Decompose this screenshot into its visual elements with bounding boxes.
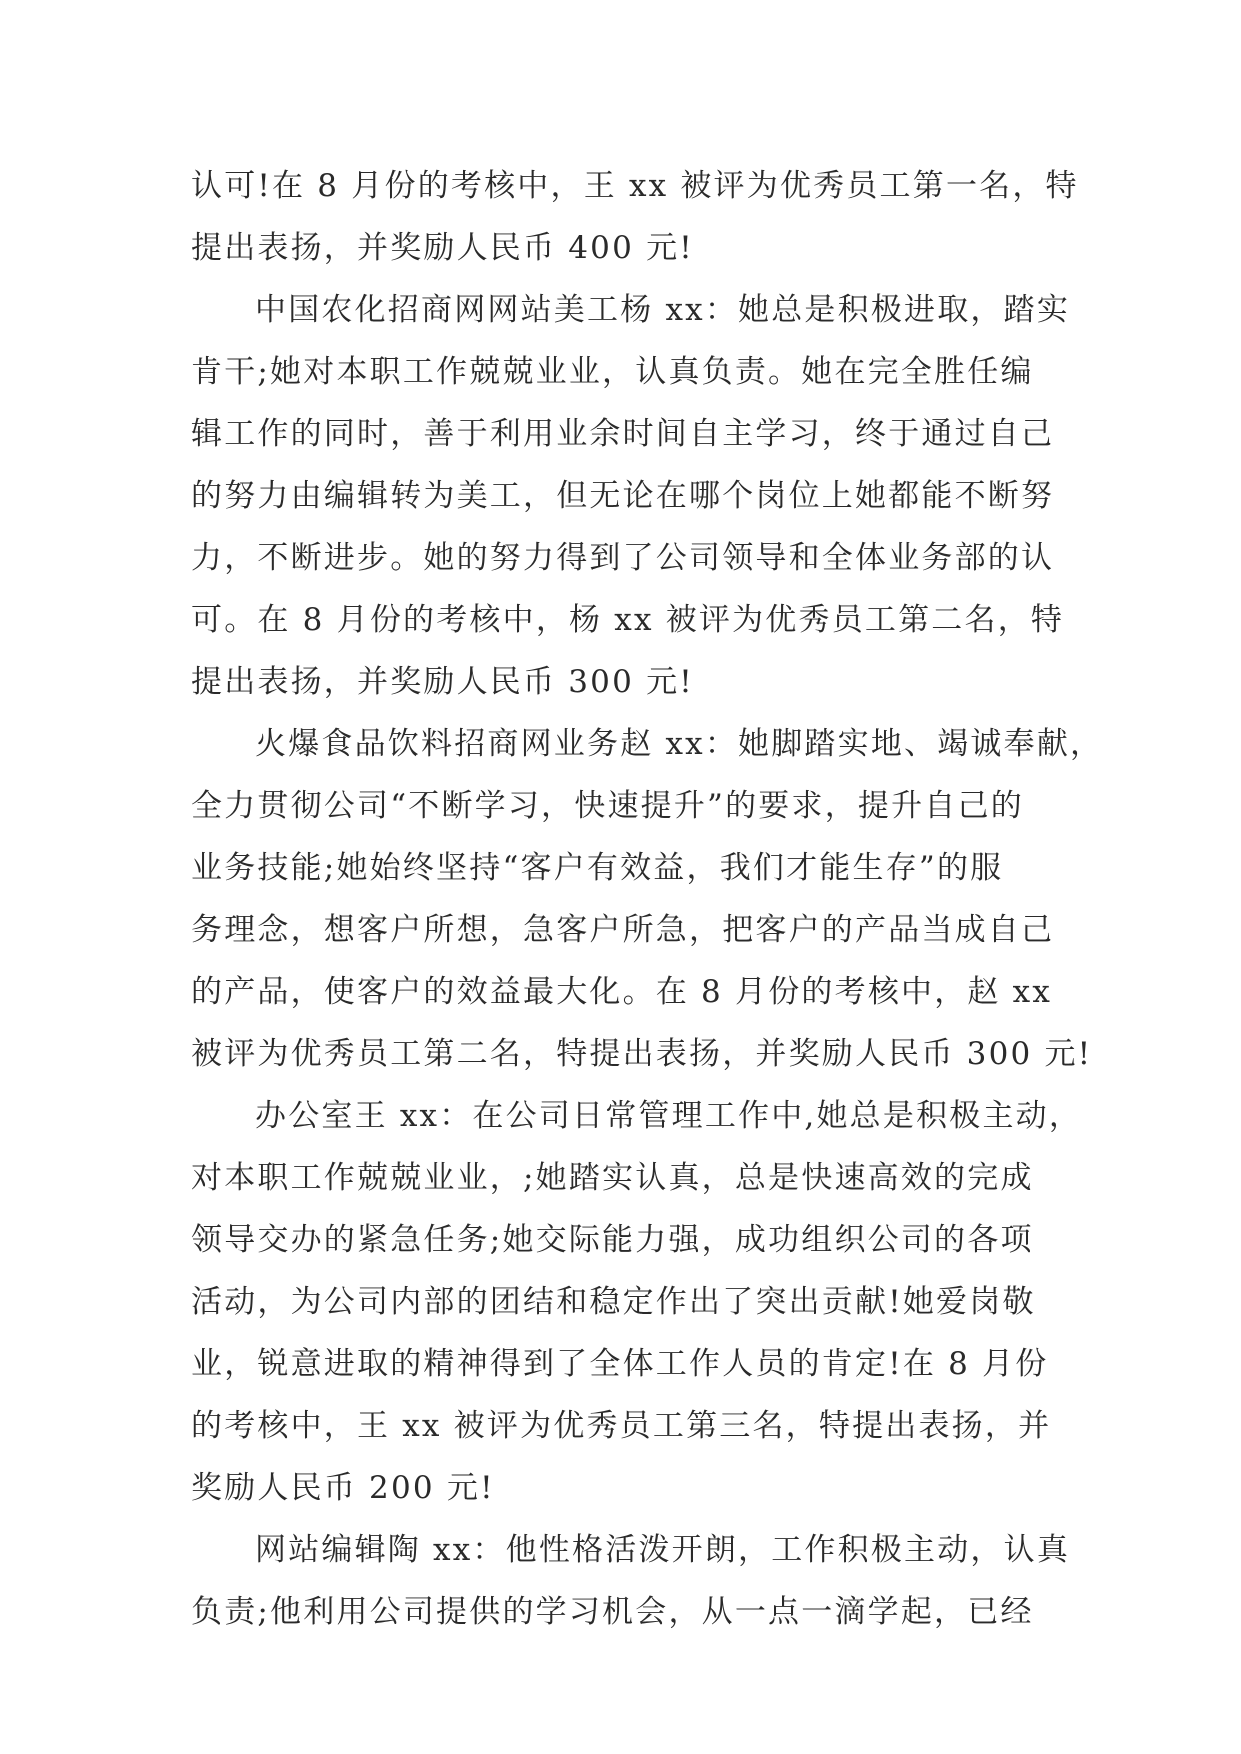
text-line: 对本职工作兢兢业业，;她踏实认真，总是快速高效的完成	[191, 1160, 1034, 1196]
paragraph-first-line: 火爆食品饮料招商网业务赵 xx：她脚踏实地、竭诚奉献，	[255, 726, 1104, 762]
text-line: 提出表扬，并奖励人民币 400 元!	[191, 230, 694, 266]
text-line: 领导交办的紧急任务;她交际能力强，成功组织公司的各项	[191, 1222, 1034, 1258]
text-line: 可。在 8 月份的考核中，杨 xx 被评为优秀员工第二名，特	[191, 602, 1065, 638]
text-line: 奖励人民币 200 元!	[191, 1470, 495, 1506]
text-line: 负责;他利用公司提供的学习机会，从一点一滴学起，已经	[191, 1594, 1034, 1630]
text-line: 被评为优秀员工第二名，特提出表扬，并奖励人民币 300 元!	[191, 1036, 1093, 1072]
paragraph-first-line: 办公室王 xx：在公司日常管理工作中,她总是积极主动，	[255, 1098, 1083, 1134]
text-line: 的产品，使客户的效益最大化。在 8 月份的考核中，赵 xx	[191, 974, 1053, 1010]
text-line: 的考核中，王 xx 被评为优秀员工第三名，特提出表扬，并	[191, 1408, 1052, 1444]
text-line: 业务技能;她始终坚持“客户有效益，我们才能生存”的服	[191, 850, 1004, 886]
paragraph-first-line: 网站编辑陶 xx：他性格活泼开朗，工作积极主动，认真	[255, 1532, 1071, 1568]
text-line: 全力贯彻公司“不断学习，快速提升”的要求，提升自己的	[191, 788, 1024, 824]
text-line: 肯干;她对本职工作兢兢业业，认真负责。她在完全胜任编	[191, 354, 1034, 390]
text-line: 辑工作的同时，善于利用业余时间自主学习，终于通过自己	[191, 416, 1055, 452]
paragraph-first-line: 中国农化招商网网站美工杨 xx：她总是积极进取，踏实	[255, 292, 1071, 328]
text-line: 务理念，想客户所想，急客户所急，把客户的产品当成自己	[191, 912, 1055, 948]
text-line: 业，锐意进取的精神得到了全体工作人员的肯定!在 8 月份	[191, 1346, 1049, 1382]
text-line: 提出表扬，并奖励人民币 300 元!	[191, 664, 694, 700]
text-line: 活动，为公司内部的团结和稳定作出了突出贡献!她爱岗敬	[191, 1284, 1036, 1320]
text-line: 认可!在 8 月份的考核中，王 xx 被评为优秀员工第一名，特	[191, 168, 1079, 204]
document-page	[191, 155, 1104, 1643]
text-line: 的努力由编辑转为美工，但无论在哪个岗位上她都能不断努	[191, 478, 1055, 514]
text-line: 力，不断进步。她的努力得到了公司领导和全体业务部的认	[191, 540, 1055, 576]
